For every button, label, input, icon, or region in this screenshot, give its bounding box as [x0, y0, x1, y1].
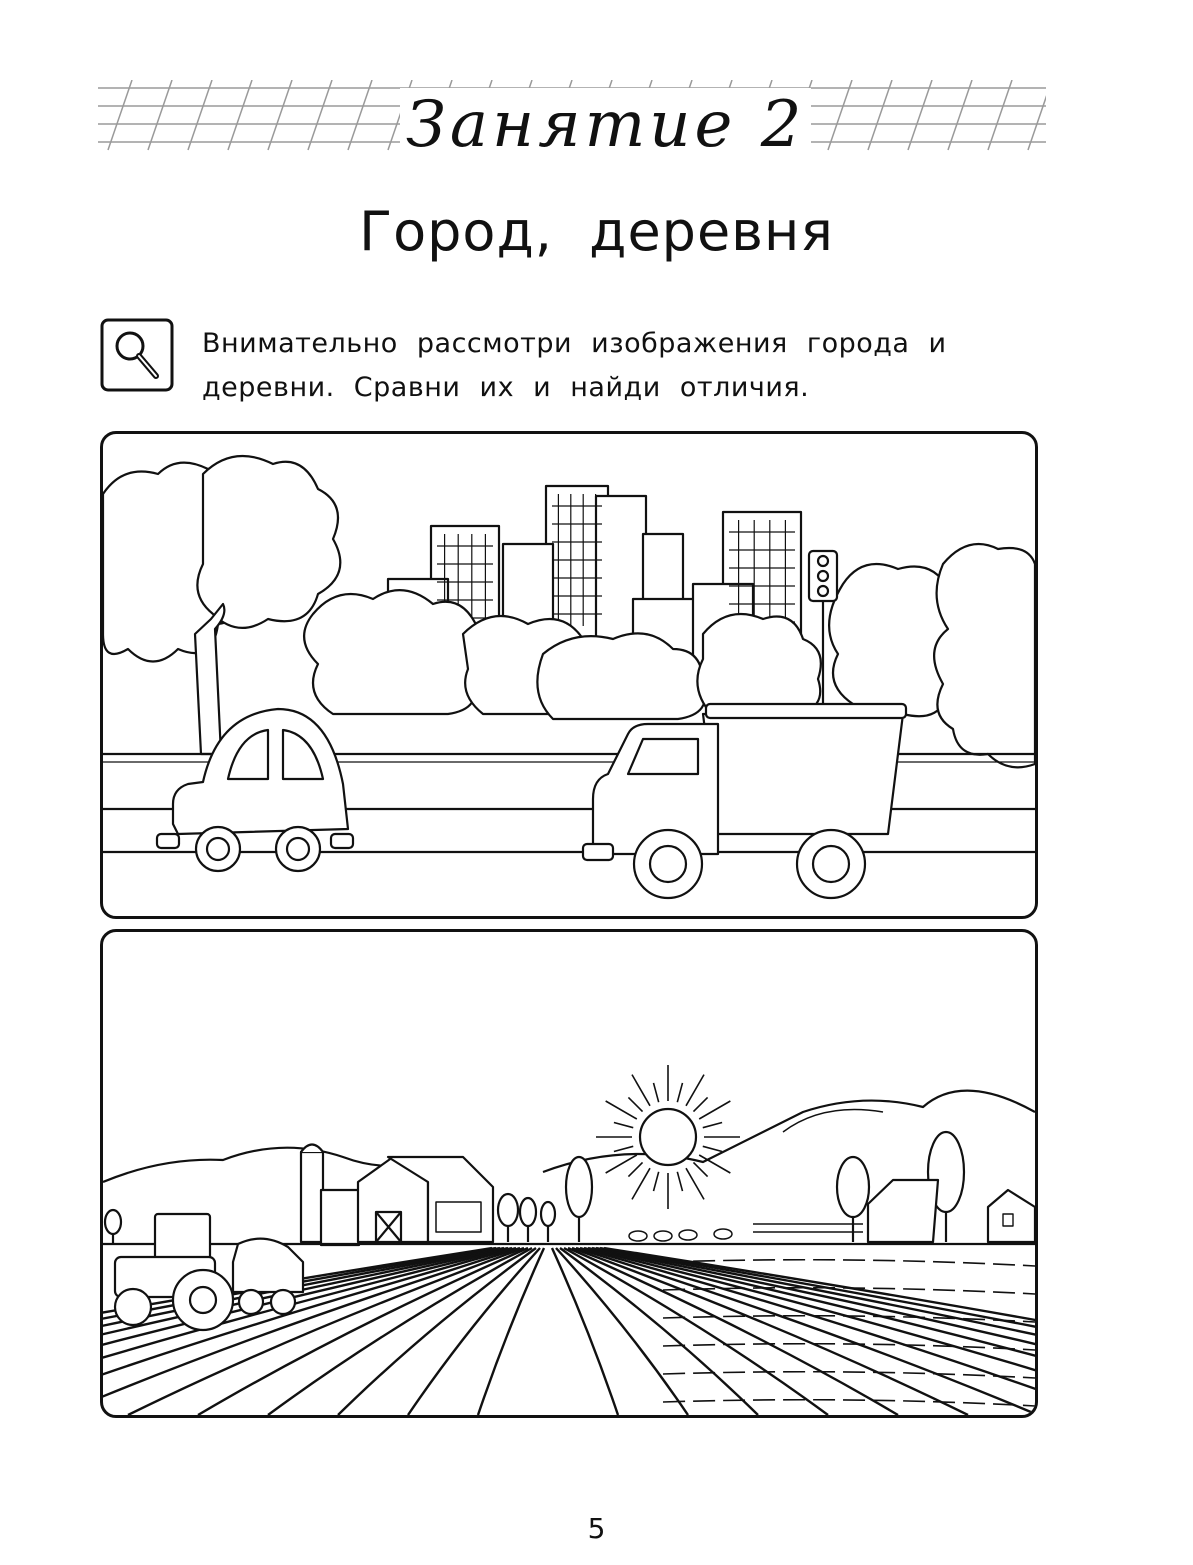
- topic-title: Город, деревня: [359, 200, 834, 263]
- farmhouses: [753, 1180, 1035, 1242]
- village-illustration: [100, 929, 1038, 1418]
- city-illustration: [100, 431, 1038, 919]
- tractor: [115, 1214, 303, 1330]
- car: [157, 709, 353, 871]
- truck: [583, 704, 906, 898]
- task-instruction: Внимательно рассмотри изображения города и деревни. Сравни их и найди отличия.: [202, 328, 947, 403]
- sun-icon: [596, 1065, 740, 1209]
- cows: [629, 1229, 732, 1241]
- page-number: 5: [587, 1512, 606, 1545]
- trees: [105, 1132, 964, 1244]
- barn: [301, 1145, 493, 1246]
- lesson-title: Занятие 2: [400, 80, 820, 170]
- magnifier-icon: [100, 318, 174, 392]
